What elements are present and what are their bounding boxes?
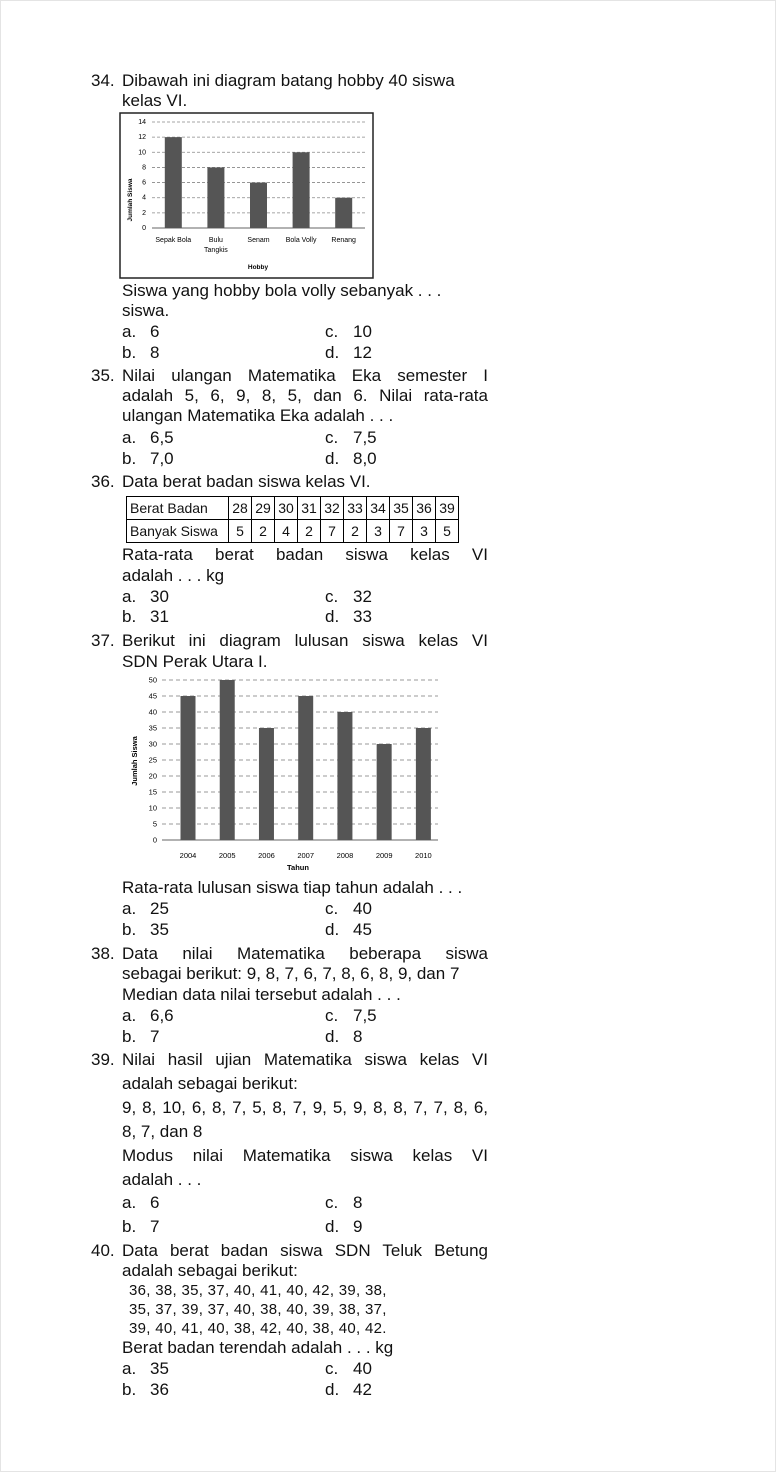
bar	[377, 744, 392, 840]
option-c: c. 40	[325, 899, 372, 918]
bar	[250, 183, 267, 228]
question-text: Data berat badan siswa kelas VI.	[122, 472, 371, 491]
table-cell: 36	[413, 497, 436, 520]
table-cell: 39	[436, 497, 459, 520]
option-b: b. 7	[122, 1217, 160, 1236]
bar	[416, 728, 431, 840]
table-cell: 2	[252, 520, 275, 543]
question-number: 35.	[91, 366, 115, 385]
option-c: c. 7,5	[325, 1006, 377, 1025]
option-c: c. 40	[325, 1359, 372, 1378]
table-row	[127, 497, 459, 520]
y-tick-label: 8	[142, 164, 146, 172]
table-cell: 4	[275, 520, 298, 543]
question-text: Berikut ini diagram lulusan siswa kelas VI	[122, 631, 488, 650]
question-text: Siswa yang hobby bola volly sebanyak . . .	[122, 281, 442, 300]
bar	[220, 680, 235, 840]
graduates-bar-chart	[126, 673, 446, 878]
y-tick-label: 10	[148, 803, 157, 813]
table-cell: 33	[344, 497, 367, 520]
x-tick-label: 2009	[375, 851, 393, 860]
data-line: 35, 37, 39, 37, 40, 38, 40, 39, 38, 37,	[129, 1301, 387, 1318]
bar	[335, 198, 352, 228]
option-d: d. 8	[325, 1027, 363, 1046]
question-text: ulangan Matematika Eka adalah . . .	[122, 406, 394, 425]
data-line: 39, 40, 41, 40, 38, 42, 40, 38, 40, 42.	[129, 1320, 387, 1337]
y-axis-label: Jumlah Siswa	[130, 736, 139, 786]
y-tick-label: 10	[138, 149, 146, 157]
question-text: SDN Perak Utara I.	[122, 652, 268, 671]
option-d: d. 45	[325, 920, 372, 939]
question-text: adalah sebagai berikut:	[122, 1074, 298, 1093]
table-cell: 5	[229, 520, 252, 543]
option-c: c. 8	[325, 1193, 363, 1212]
y-tick-label: 50	[148, 675, 157, 685]
question-text: 9, 8, 10, 6, 8, 7, 5, 8, 7, 9, 5, 9, 8, 8, 7, 7, 8, 6,	[122, 1098, 488, 1117]
question-number: 34.	[91, 71, 115, 90]
question-text: kelas VI.	[122, 91, 188, 110]
y-tick-label: 40	[148, 707, 157, 717]
option-b: b. 8	[122, 343, 160, 362]
option-a: a. 30	[122, 587, 169, 606]
y-tick-label: 25	[148, 755, 157, 765]
option-d: d. 33	[325, 607, 372, 626]
table-cell: 34	[367, 497, 390, 520]
option-d: d. 9	[325, 1217, 363, 1236]
x-tick-label: 2007	[297, 851, 315, 860]
x-tick-label: Renang	[331, 237, 356, 244]
question-text: Nilai hasil ujian Matematika siswa kelas VI	[122, 1050, 488, 1069]
option-b: b. 7,0	[122, 449, 174, 468]
option-a: a. 35	[122, 1359, 169, 1378]
question-text: Dibawah ini diagram batang hobby 40 siswa	[122, 71, 455, 90]
option-b: b. 35	[122, 920, 169, 939]
y-tick-label: 2	[142, 209, 146, 217]
question-number: 36.	[91, 472, 115, 491]
bar	[181, 696, 196, 840]
question-number: 37.	[91, 631, 115, 650]
question-text: Rata-rata berat badan siswa kelas VI	[122, 545, 488, 564]
option-d: d. 42	[325, 1380, 372, 1399]
y-tick-label: 4	[142, 194, 146, 202]
y-tick-label: 0	[142, 225, 146, 232]
option-a: a. 6	[122, 322, 160, 341]
option-a: a. 6	[122, 1193, 160, 1212]
x-axis-label: Hobby	[247, 264, 269, 271]
table-cell: 30	[275, 497, 298, 520]
y-tick-label: 12	[138, 134, 146, 142]
option-a: a. 6,5	[122, 428, 174, 447]
table-cell: 3	[367, 520, 390, 543]
table-cell: 5	[436, 520, 459, 543]
question-text: adalah sebagai berikut:	[122, 1261, 298, 1280]
table-cell: 7	[390, 520, 413, 543]
y-tick-label: 35	[148, 723, 157, 733]
option-b: b. 7	[122, 1027, 160, 1046]
table-cell: 29	[252, 497, 275, 520]
question-text: Median data nilai tersebut adalah . . .	[122, 985, 401, 1004]
table-cell: 2	[298, 520, 321, 543]
x-tick-label: 2006	[258, 851, 275, 860]
y-axis-label: Jumlah Siswa	[127, 178, 134, 222]
option-a: a. 6,6	[122, 1006, 174, 1025]
question-text: 8, 7, dan 8	[122, 1122, 203, 1141]
table-cell: 32	[321, 497, 344, 520]
question-number: 40.	[91, 1241, 115, 1260]
bar	[298, 696, 313, 840]
question-text: adalah . . . kg	[122, 566, 225, 585]
hobby-bar-chart	[119, 112, 374, 279]
data-line: 36, 38, 35, 37, 40, 41, 40, 42, 39, 38,	[129, 1282, 387, 1299]
question-text: Modus nilai Matematika siswa kelas VI	[122, 1146, 488, 1165]
option-b: b. 36	[122, 1380, 169, 1399]
y-tick-label: 14	[138, 119, 146, 126]
y-tick-label: 5	[152, 819, 157, 829]
option-b: b. 31	[122, 607, 169, 626]
table-cell: 2	[344, 520, 367, 543]
question-text: siswa.	[122, 301, 170, 320]
option-a: a. 25	[122, 899, 169, 918]
y-tick-label: 15	[148, 787, 157, 797]
y-tick-label: 45	[148, 691, 157, 701]
x-tick-label: 2005	[218, 851, 236, 860]
x-tick-label: Bulu	[208, 237, 223, 244]
x-tick-label: Tangkis	[204, 247, 228, 254]
x-tick-label: 2010	[415, 851, 432, 860]
question-text: Data nilai Matematika beberapa siswa	[122, 944, 488, 963]
x-tick-label: 2004	[179, 851, 197, 860]
table-cell: 7	[321, 520, 344, 543]
row-header: Banyak Siswa	[127, 520, 229, 543]
weight-data-table	[126, 496, 459, 543]
question-text: Nilai ulangan Matematika Eka semester I	[122, 366, 488, 385]
y-tick-label: 0	[152, 835, 157, 845]
table-cell: 3	[413, 520, 436, 543]
option-c: c. 10	[325, 322, 372, 341]
bar	[259, 728, 274, 840]
bar	[337, 712, 352, 840]
x-tick-label: Sepak Bola	[155, 237, 192, 244]
table-cell: 31	[298, 497, 321, 520]
x-tick-label: 2008	[336, 851, 354, 860]
y-tick-label: 20	[148, 771, 157, 781]
option-d: d. 12	[325, 343, 372, 362]
question-number: 39.	[91, 1050, 115, 1069]
option-c: c. 7,5	[325, 428, 377, 447]
table-cell: 35	[390, 497, 413, 520]
y-tick-label: 30	[148, 739, 157, 749]
question-text: Data berat badan siswa SDN Teluk Betung	[122, 1241, 488, 1260]
question-text: adalah . . .	[122, 1170, 202, 1189]
question-text: Rata-rata lulusan siswa tiap tahun adalah . . .	[122, 878, 463, 897]
question-text: sebagai berikut: 9, 8, 7, 6, 7, 8, 6, 8, 9, dan 7	[122, 964, 460, 983]
row-header: Berat Badan	[127, 497, 229, 520]
y-tick-label: 6	[142, 179, 146, 187]
question-number: 38.	[91, 944, 115, 963]
bar	[293, 152, 310, 228]
x-tick-label: Bola Volly	[285, 237, 317, 244]
bar	[207, 167, 224, 228]
question-text: adalah 5, 6, 9, 8, 5, dan 6. Nilai rata-rata	[122, 386, 488, 405]
question-text: Berat badan terendah adalah . . . kg	[122, 1338, 394, 1357]
table-row	[127, 520, 459, 543]
x-axis-label: Tahun	[287, 863, 309, 872]
option-d: d. 8,0	[325, 449, 377, 468]
table-cell: 28	[229, 497, 252, 520]
bar	[165, 137, 182, 228]
x-tick-label: Senam	[247, 237, 270, 244]
option-c: c. 32	[325, 587, 372, 606]
